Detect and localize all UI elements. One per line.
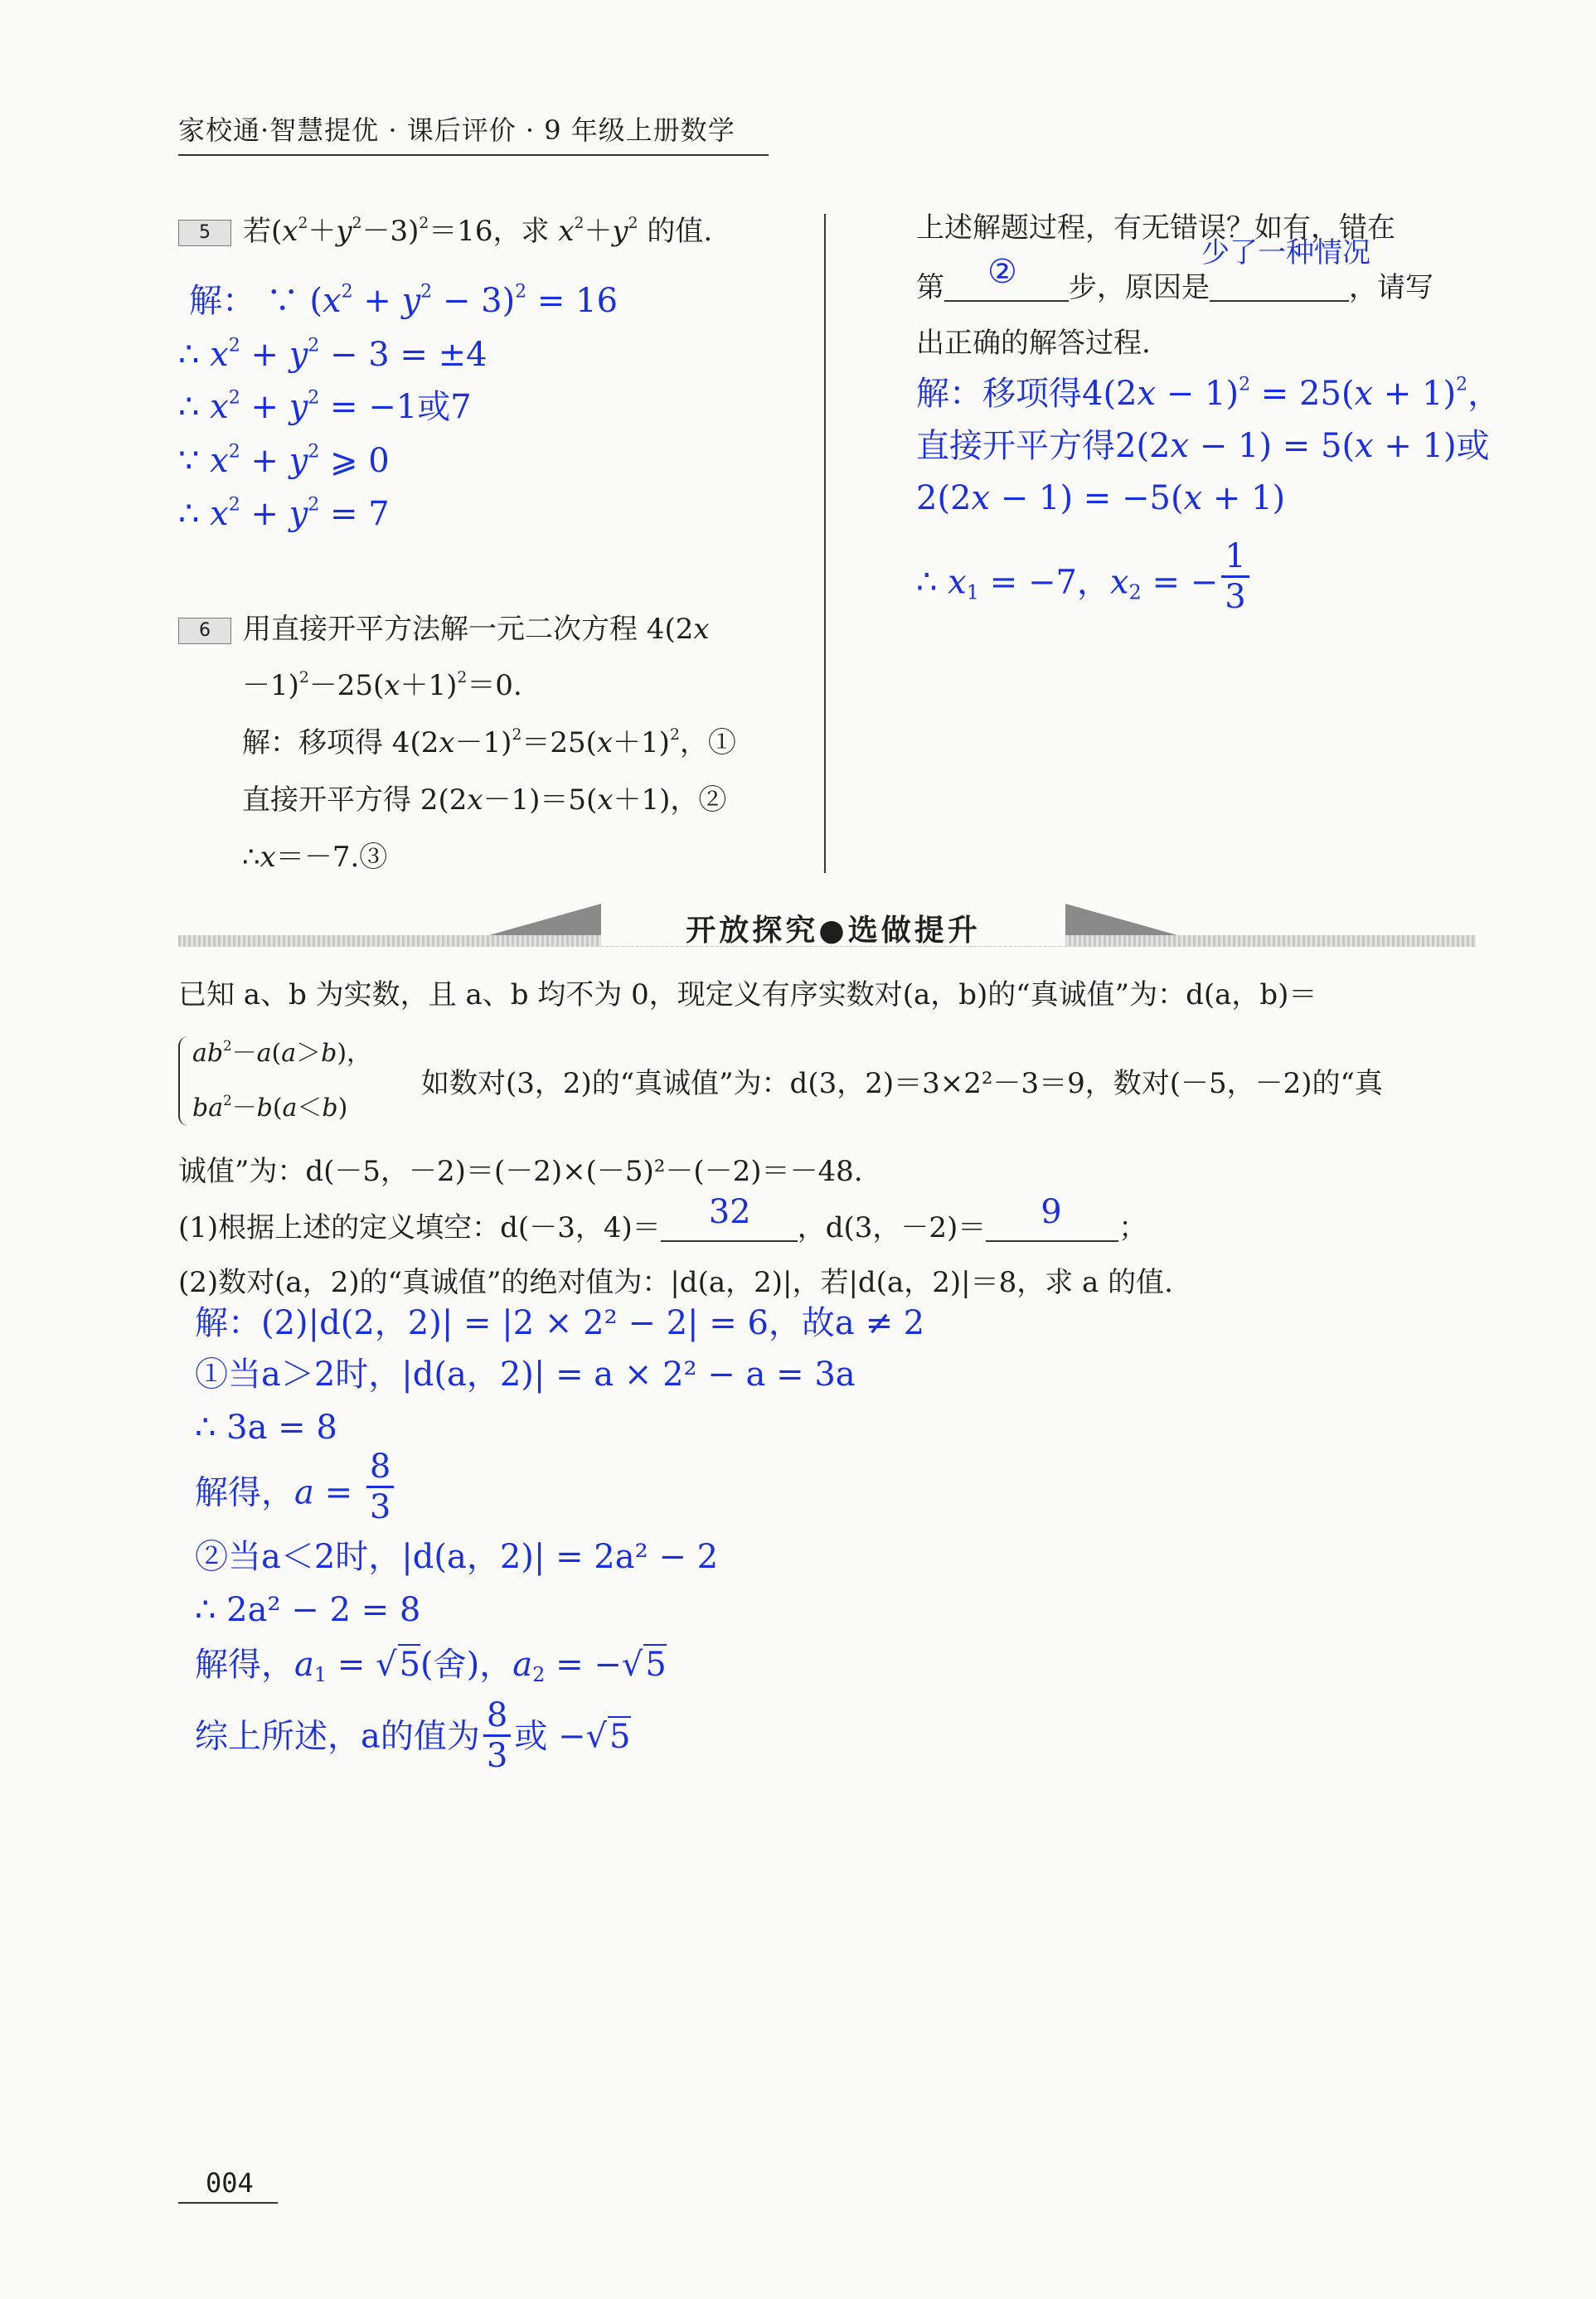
step-answer: ② [987, 253, 1017, 291]
problem-q1: (1)根据上述的定义填空：d(－3，4)＝ 32 ，d(3，－2)＝ 9 ； [178, 1193, 1147, 1244]
right-answer-line-4: ∴ $x_1 = -7$，$x_2$ = − $\frac{1}{3}$ [916, 547, 1253, 623]
piecewise-brace [178, 1036, 192, 1126]
question-number: 5 [178, 220, 231, 246]
q5-answer-line-4: ∵ $x^2 + y^2$ ⩾ 0 [178, 441, 390, 480]
solution-line-5: ②当a＜2时，|d(a，2)| = 2a² − 2 [195, 1538, 719, 1576]
piecewise-case-2: $ba^2-b(a<b)$ [192, 1092, 348, 1123]
header-rule [178, 154, 769, 156]
q1-answer-2: 9 [1041, 1193, 1062, 1231]
q6-step-1: 解：移项得 $4(2x-1)^2=25(x+1)^2$，① [242, 726, 736, 759]
solution-line-2: ①当a＞2时，|d(a，2)| = a × 2² − a = 3a [195, 1356, 856, 1394]
q1-answer-1: 32 [708, 1193, 751, 1231]
page-header: 家校通·智慧提优 · 课后评价 · 9 年级上册数学 [178, 114, 735, 146]
section-title: 开放探究●选做提升 [686, 914, 981, 948]
reason-answer: 少了一种情况 [1201, 236, 1370, 269]
solution-line-8: 综上所述，a的值为 $\frac{8}{3}$ 或 −√5 [195, 1696, 631, 1775]
problem-example: 如数对(3，2)的“真诚值”为：d(3，2)＝3×2²－3＝9，数对(－5，－2)的“真 [421, 1067, 1383, 1100]
banner-arrow-right [1065, 904, 1177, 935]
step-blank [944, 253, 1069, 302]
solution-line-3: ∴ 3a = 8 [195, 1409, 337, 1447]
right-answer-line-1: 解：移项得$4(2x - 1)^2 = 25(x + 1)^2$， [916, 374, 1501, 413]
problem-line-1: 已知 a、b 为实数，且 a、b 均不为 0，现定义有序实数对(a，b)的“真诚值”为：d(a，b)＝ [178, 978, 1317, 1011]
right-line-3: 出正确的解答过程. [916, 327, 1151, 360]
q6-step-2: 直接开平方得 2(2x－1)＝5(x＋1)，② [242, 783, 727, 817]
solution-line-6: ∴ 2a² − 2 = 8 [195, 1591, 421, 1629]
solution-line-4: 解得，a = $\frac{8}{3}$ [195, 1457, 397, 1533]
solution-line-1: 解：(2)|d(2，2)| = |2 × 2² − 2| = 6，故a ≠ 2 [195, 1304, 925, 1342]
q6-line-1: 用直接开平方法解一元二次方程 [243, 613, 638, 646]
right-line-1: 上述解题过程，有无错误？如有，错在 [916, 211, 1395, 245]
banner-arrow-left [489, 904, 601, 935]
q5-answer-line-2: ∴ $x^2 + y^2 - 3 = \pm 4$ [178, 335, 488, 374]
solution-line-7: 解得，$a_1 = √5$(舍)，$a_2 = -√5$ [195, 1646, 667, 1687]
question-6: 6 用直接开平方法解一元二次方程 4(2x [178, 615, 710, 644]
q5-answer-line-3: ∴ $x^2 + y^2 = -1$或7 [178, 387, 472, 426]
q6-step-3: ∴x＝－7.③ [242, 841, 388, 874]
problem-line-3: 诚值”为：d(－5，－2)＝(－2)×(－5)²－(－2)＝－48. [178, 1155, 863, 1188]
q1-blank-1 [661, 1193, 798, 1242]
q5-answer-line-1: 解： ∵ $(x^2 + y^2 - 3)^2 = 16$ [189, 281, 619, 320]
piecewise-case-1: $ab^2-a(a>b)$， [192, 1037, 372, 1068]
problem-q2: (2)数对(a，2)的“真诚值”的绝对值为：|d(a，2)|，若|d(a，2)|＝8，求 a 的值. [178, 1266, 1173, 1299]
page-number: 004 [206, 2167, 254, 2199]
right-answer-line-2: 直接开平方得2(2x − 1) = 5(x + 1)或 [916, 427, 1490, 465]
q6-line-2: $-1)^2-25(x+1)^2=0$. [242, 669, 522, 702]
q5-suffix: 的值. [647, 215, 713, 248]
question-number: 6 [178, 618, 231, 644]
question-5: 5 若$(x^2+y^2-3)^2=16$，求 $x^2+y^2$ 的值. [178, 217, 712, 246]
footer-rule [178, 2202, 278, 2204]
column-divider [824, 214, 826, 873]
q5-prefix: 若 [243, 215, 271, 248]
q5-answer-line-5: ∴ $x^2 + y^2 = 7$ [178, 494, 390, 533]
right-answer-line-3: 2(2x − 1) = −5(x + 1) [916, 479, 1286, 517]
q1-blank-2 [986, 1193, 1118, 1242]
reason-blank [1201, 236, 1370, 302]
right-line-2: 第 ② 步，原因是 少了一种情况 ，请写 [916, 236, 1433, 304]
